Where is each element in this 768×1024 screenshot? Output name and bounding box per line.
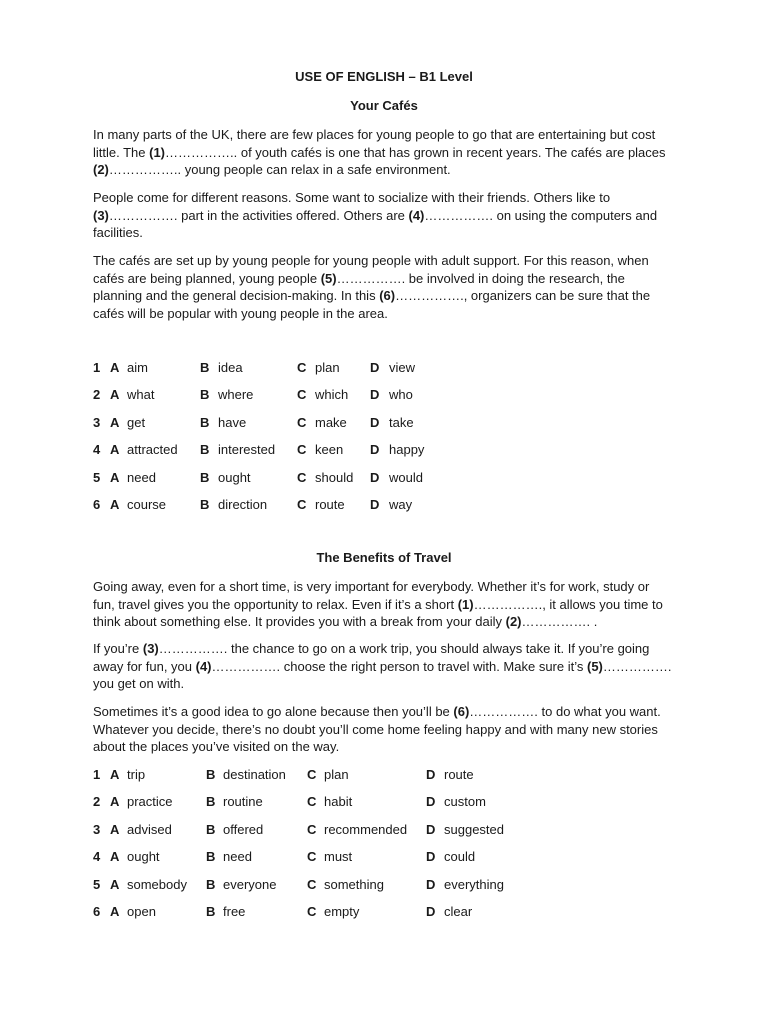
passage-text: People come for different reasons. Some want to socialize with their friends. Others like to <box>93 190 611 205</box>
option-letter: C <box>297 360 307 375</box>
option-text: route <box>315 497 345 512</box>
option-letter: C <box>307 794 317 810</box>
option-letter: C <box>307 821 317 837</box>
option-text: empty <box>324 904 360 919</box>
option-letter: B <box>200 387 210 403</box>
option-text: get <box>127 414 146 430</box>
option-text: plan <box>324 767 349 782</box>
option-letter: D <box>426 767 436 782</box>
option-letter: A <box>110 794 120 810</box>
option-text: somebody <box>127 876 187 892</box>
gap-number: (5) <box>320 270 337 286</box>
option-letter: B <box>200 469 210 485</box>
question-number: 6 <box>93 904 101 919</box>
option-letter: A <box>110 360 120 375</box>
option-letter: D <box>370 414 380 430</box>
option-text: where <box>218 387 254 403</box>
question-number: 3 <box>93 821 101 837</box>
option-text: would <box>389 469 423 485</box>
option-letter: C <box>297 387 307 403</box>
option-text: plan <box>315 360 340 375</box>
gap-number: (6) <box>453 704 470 719</box>
option-text: make <box>315 414 347 430</box>
option-text: should <box>315 469 354 485</box>
option-letter: C <box>297 497 307 512</box>
passage-text: ……………. you get on with. <box>93 658 672 692</box>
option-letter: B <box>206 821 216 837</box>
passage-text: ……………. choose the right person to travel with. Make sure it’s <box>211 658 587 674</box>
question-number: 2 <box>93 794 101 810</box>
option-letter: C <box>297 469 307 485</box>
option-text: need <box>223 849 252 865</box>
option-text: attracted <box>127 442 178 458</box>
option-text: routine <box>223 794 263 810</box>
option-letter: D <box>370 360 380 375</box>
passage-text: ……………. on using the computers and facilities. <box>93 207 658 241</box>
option-text: free <box>223 904 246 919</box>
option-letter: A <box>110 387 120 403</box>
gap-number: (4) <box>195 658 212 674</box>
option-text: route <box>444 767 474 782</box>
option-letter: D <box>370 442 380 458</box>
option-text: something <box>324 876 384 892</box>
option-letter: D <box>426 821 436 837</box>
option-letter: A <box>110 849 120 865</box>
option-text: could <box>444 849 476 865</box>
option-text: everyone <box>223 876 277 892</box>
passage-text: ……………. be involved in doing the research, the planning and the general decision-making. In this <box>93 270 625 304</box>
question-number: 3 <box>93 414 101 430</box>
option-text: recommended <box>324 821 408 837</box>
question-number: 4 <box>93 442 101 458</box>
option-letter: D <box>426 849 436 865</box>
option-letter: D <box>370 387 380 403</box>
option-letter: C <box>307 849 317 865</box>
option-letter: A <box>110 497 120 512</box>
passage-paragraph <box>93 703 673 756</box>
option-letter: D <box>426 904 436 919</box>
option-letter: B <box>200 497 210 512</box>
passage-text: The cafés are set up by young people for young people with adult support. For this reason, when cafés are being planned, young people <box>93 253 649 286</box>
option-text: trip <box>127 767 146 782</box>
option-letter: B <box>206 794 216 810</box>
option-text: interested <box>218 442 276 458</box>
gap-number: (3) <box>142 641 159 656</box>
gap-number: (2) <box>93 162 109 178</box>
option-text: view <box>389 360 416 375</box>
option-text: everything <box>444 876 504 892</box>
option-text: direction <box>218 497 268 512</box>
option-letter: A <box>110 414 120 430</box>
passage-paragraph <box>93 189 673 242</box>
option-letter: B <box>206 876 216 892</box>
passage-text: In many parts of the UK, there are few places for young people to go that are entertaining but cost little. The <box>93 127 656 160</box>
passage-paragraph <box>93 578 673 631</box>
option-letter: C <box>307 904 317 919</box>
option-letter: D <box>426 794 436 810</box>
passage-paragraph <box>93 126 673 179</box>
option-text: open <box>127 904 156 919</box>
option-text: take <box>389 414 414 430</box>
option-letter: C <box>307 767 317 782</box>
question-number: 2 <box>93 387 101 403</box>
option-text: offered <box>223 821 264 837</box>
option-letter: B <box>206 849 216 865</box>
option-letter: D <box>370 497 380 512</box>
option-text: suggested <box>444 821 504 837</box>
option-letter: A <box>110 767 120 782</box>
passage-text: If you’re <box>93 641 143 656</box>
passage-text: …………….. of youth cafés is one that has grown in recent years. The cafés are places <box>165 144 666 160</box>
passage-text: …………….. young people can relax in a safe environment. <box>108 162 451 178</box>
option-text: idea <box>218 360 243 375</box>
passage-text: ……………. to do what you want. Whatever you decide, there’s no doubt you’ll come home feeling happy and with many new stories about the places you’ve visited on the way. <box>93 704 661 755</box>
option-letter: C <box>307 876 317 892</box>
option-letter: B <box>200 360 210 375</box>
option-text: happy <box>389 442 425 458</box>
option-text: keen <box>315 442 344 458</box>
passage-paragraph <box>93 640 673 693</box>
passage-text: ……………. part in the activities offered. Others are <box>108 207 409 223</box>
passage-text: Going away, even for a short time, is very important for everybody. Whether it’s for work, study or fun, travel gives you the opportunity to relax. Even if it’s a short <box>93 579 650 612</box>
option-text: clear <box>444 904 473 919</box>
option-text: who <box>389 387 413 403</box>
option-text: practice <box>127 794 173 810</box>
option-text: destination <box>223 767 286 782</box>
passage-text: ……………., it allows you time to think about something else. It provides you with a break from your daily <box>93 596 663 630</box>
gap-number: (4) <box>408 207 425 223</box>
option-text: ought <box>218 469 251 485</box>
passage-text: Sometimes it’s a good idea to go alone because then you’ll be <box>93 704 454 719</box>
document-title: USE OF ENGLISH – B1 Level <box>295 69 473 84</box>
option-text: way <box>389 497 413 512</box>
gap-number: (3) <box>93 207 109 223</box>
option-letter: D <box>370 469 380 485</box>
gap-number: (6) <box>379 288 396 304</box>
option-letter: C <box>297 442 307 458</box>
question-number: 1 <box>93 767 101 782</box>
option-letter: A <box>110 821 120 837</box>
gap-number: (5) <box>586 658 603 674</box>
question-number: 6 <box>93 497 101 512</box>
option-text: must <box>324 849 353 865</box>
option-text: advised <box>127 821 172 837</box>
question-number: 5 <box>93 469 101 485</box>
passage-text: ……………. . <box>521 614 598 630</box>
option-text: habit <box>324 794 353 810</box>
option-text: what <box>127 387 155 403</box>
gap-number: (1) <box>149 144 166 160</box>
question-number: 5 <box>93 876 101 892</box>
option-letter: A <box>110 469 120 485</box>
option-letter: B <box>200 414 210 430</box>
option-text: which <box>315 387 349 403</box>
option-letter: C <box>297 414 307 430</box>
option-text: course <box>127 497 167 512</box>
section-title-travel: The Benefits of Travel <box>316 550 452 565</box>
option-text: have <box>218 414 247 430</box>
option-letter: A <box>110 876 120 892</box>
question-number: 1 <box>93 360 101 375</box>
option-letter: D <box>426 876 436 892</box>
passage-text: ……………., organizers can be sure that the cafés will be popular with young people in the area. <box>93 288 651 321</box>
option-letter: B <box>206 904 216 919</box>
option-letter: B <box>206 767 216 782</box>
passage-text: ……………. the chance to go on a work trip, you should always take it. If you’re going away for fun, you <box>93 641 650 674</box>
option-letter: A <box>110 442 120 458</box>
option-text: custom <box>444 794 486 810</box>
gap-number: (1) <box>457 596 474 612</box>
gap-number: (2) <box>505 614 522 630</box>
question-number: 4 <box>93 849 101 865</box>
option-letter: A <box>110 904 120 919</box>
option-text: aim <box>127 360 148 375</box>
option-letter: B <box>200 442 210 458</box>
section-title-cafes: Your Cafés <box>350 98 418 113</box>
option-text: ought <box>127 849 160 865</box>
passage-paragraph <box>93 252 673 322</box>
option-text: need <box>127 469 156 485</box>
